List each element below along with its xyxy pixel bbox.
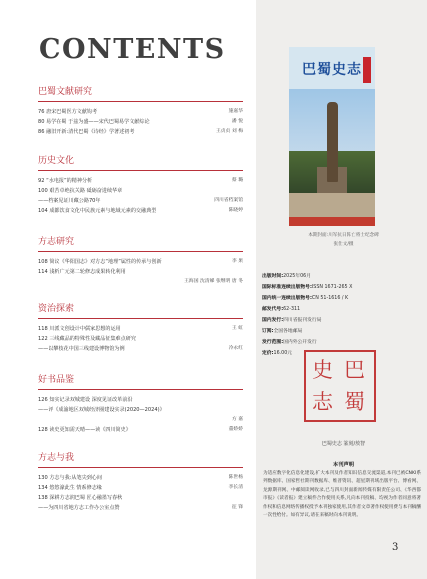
- article-author: 王贞贞 刘 梅: [215, 129, 243, 134]
- seal-caption: 巴蜀史志 篆刻/敖智: [321, 441, 366, 447]
- article-entry[interactable]: [38, 127, 243, 137]
- article-entry[interactable]: [38, 473, 243, 483]
- section: [38, 303, 243, 354]
- section-heading: 历史文化: [38, 156, 75, 166]
- notice-title: 本刊声明: [332, 462, 355, 468]
- article-entry[interactable]: [38, 277, 243, 287]
- section: [38, 86, 243, 137]
- article-list: [38, 176, 243, 216]
- article-title: 92 “水电报”的精神分析: [38, 178, 93, 184]
- section-divider: [38, 170, 243, 171]
- article-title: 130 方志与我:从笔尖到心间: [38, 475, 102, 481]
- section-heading: 资治探索: [38, 304, 75, 314]
- article-title: 128 读史更知需天晴——读《四川简史》: [38, 427, 131, 433]
- article-author: 征 锋: [231, 505, 243, 510]
- article-entry[interactable]: [38, 267, 243, 277]
- cover-red-tag: [363, 57, 371, 83]
- article-title: ——档案见证川藏公路70年: [38, 198, 101, 204]
- article-title: 126 知实记录双城建设 深度见证改革前沿: [38, 397, 133, 403]
- section-heading: 好书品鉴: [38, 375, 75, 385]
- contents-title: CONTENTS: [39, 34, 226, 65]
- info-value: 62-311: [283, 307, 301, 312]
- info-row: [262, 326, 422, 337]
- article-author: 王海国 沈清娣 张继明 唐 冬: [184, 279, 243, 284]
- article-entry[interactable]: [38, 324, 243, 334]
- article-entry[interactable]: [38, 344, 243, 354]
- article-entry[interactable]: [38, 503, 243, 513]
- article-title: 86 融旧开新:清代巴蜀《诗经》学著述初考: [38, 129, 135, 135]
- article-title: 134 悠悠濠此生 情系修志缘: [38, 485, 102, 491]
- article-entry[interactable]: [38, 395, 243, 405]
- section-heading: 方志研究: [38, 237, 75, 247]
- section-divider: [38, 318, 243, 319]
- soldier-statue: [327, 102, 338, 182]
- article-list: [38, 324, 243, 354]
- cover-bottom-bar: [289, 217, 375, 226]
- info-label: 国内发行:: [262, 318, 284, 323]
- section: [38, 155, 243, 216]
- info-value: CN 51-1616 / K: [311, 296, 349, 301]
- section: [38, 236, 243, 287]
- article-list: [38, 473, 243, 513]
- section-divider: [38, 101, 243, 102]
- section-heading: 方志与我: [38, 453, 75, 463]
- info-label: 订阅:: [262, 329, 274, 334]
- article-title: 118 川派文创设计中儒家思想的运用: [38, 326, 121, 332]
- article-entry[interactable]: [38, 334, 243, 344]
- info-label: 国内统一连续出版物号:: [262, 296, 312, 301]
- article-entry[interactable]: [38, 196, 243, 206]
- info-label: 邮发代号:: [262, 307, 284, 312]
- info-panel: [256, 0, 427, 579]
- article-title: 76 唐宋巴蜀医方文献钩考: [38, 109, 98, 115]
- info-label: 出版时间:: [262, 274, 284, 279]
- article-author: 潘 悦: [231, 119, 243, 124]
- section-divider: [38, 389, 243, 390]
- article-author: 四川省档案馆: [214, 198, 243, 203]
- cover-image: [289, 47, 375, 226]
- info-value: 国内外公开发行: [283, 340, 317, 345]
- section: [38, 374, 243, 435]
- article-title: 122 三线藏品的特殊性及藏品征集难点研究: [38, 336, 136, 342]
- seal-char: 巴: [344, 358, 365, 382]
- article-entry[interactable]: [38, 176, 243, 186]
- article-list: [38, 257, 243, 287]
- article-title: 80 易学在蜀 于兹为盛——宋代巴蜀易学文献综论: [38, 119, 150, 125]
- article-title: ——为四川省地方志工作办公室点赞: [38, 505, 120, 511]
- article-entry[interactable]: [38, 186, 243, 196]
- publication-info: [262, 271, 422, 359]
- info-label: 国际标准连续出版物号:: [262, 285, 312, 290]
- article-author: 李长清: [228, 485, 243, 490]
- article-title: 138 深耕方志润巴蜀 匠心融墨写春秋: [38, 495, 123, 501]
- article-entry[interactable]: [38, 415, 243, 425]
- info-value: 2025年06月: [283, 274, 312, 279]
- seal-char: 蜀: [344, 390, 365, 414]
- seal-stamp: [304, 350, 376, 422]
- article-entry[interactable]: [38, 493, 243, 503]
- info-label: 发行范围:: [262, 340, 284, 345]
- article-entry[interactable]: [38, 425, 243, 435]
- article-title: 104 成都饮食文化中民族元素与地域元素的交融典型: [38, 208, 157, 214]
- article-author: 方 嘉: [231, 417, 243, 422]
- info-row: [262, 315, 422, 326]
- article-author: 施嘉华: [228, 109, 243, 114]
- page-number: 3: [392, 542, 399, 553]
- info-row: [262, 271, 422, 282]
- article-list: [38, 107, 243, 137]
- article-entry[interactable]: [38, 483, 243, 493]
- article-entry[interactable]: [38, 405, 243, 415]
- section-divider: [38, 251, 243, 252]
- info-row: [262, 337, 422, 348]
- seal-char: 史: [312, 358, 333, 382]
- article-author: 王 虹: [231, 326, 243, 331]
- article-author: 蔡 璐: [231, 178, 243, 183]
- article-entry[interactable]: [38, 206, 243, 216]
- article-list: [38, 395, 243, 435]
- article-entry[interactable]: [38, 117, 243, 127]
- section: [38, 452, 243, 513]
- article-entry[interactable]: [38, 257, 243, 267]
- cover-photographer: 张仕文/摄: [333, 242, 354, 247]
- article-title: 108 简议《华阳国志》对方志“地理”属性的传承与创新: [38, 259, 162, 265]
- cover-logo: 巴蜀史志: [302, 62, 362, 78]
- info-value: ISSN 1671-265 X: [311, 285, 353, 290]
- info-row: [262, 304, 422, 315]
- info-row: [262, 282, 422, 293]
- notice-text: 为适应数字化信息化建设,扩大本刊及作者知识信息交流渠道,本刊已被CNKI系列数据库、国家哲社期刊数据库、维普资讯、超星期刊域出版平台、博看网、龙源期刊网、中邮阅读网收录,已与四川封面新闻传媒有限责任公司、《华西都市报》《读者报》建立稿件合作使用关系,凡向本刊投稿、均视为作者同意将著作权和信息网络传播权授予本刊独家使用,其作者文章著作权使用费与本刊稿酬一次性给付。如有异议,请在来稿时向本刊说明。: [263, 471, 421, 519]
- article-author: 董娇娇: [228, 427, 243, 432]
- article-entry[interactable]: [38, 107, 243, 117]
- article-title: ——评《成渝地区双城经济圈建设实录(2020—2024)》: [38, 407, 165, 413]
- info-label: 定价:: [262, 351, 274, 356]
- article-title: 100 艰苦卓绝抗关路 砥砺奋进续华章: [38, 188, 123, 194]
- article-title: ——以攀枝花中国三线建设博物馆为例: [38, 346, 125, 352]
- info-value: 四川省报刊发行局: [283, 318, 322, 323]
- article-author: 陈世杨: [228, 475, 243, 480]
- article-author: 李 果: [231, 259, 243, 264]
- info-value: 全国各地邮局: [273, 329, 303, 334]
- article-title: 114 浅析广元第二轮修志成果转化利用: [38, 269, 126, 275]
- cover-caption: 本期封面:川军抗日阵亡将士纪念碑: [308, 233, 379, 238]
- section-divider: [38, 467, 243, 468]
- seal-char: 志: [312, 390, 333, 414]
- info-value: 16.00元: [273, 351, 293, 356]
- info-row: [262, 293, 422, 304]
- article-author: 冷永红: [228, 346, 243, 351]
- article-author: 陈晓婷: [228, 208, 243, 213]
- section-heading: 巴蜀文献研究: [38, 87, 93, 97]
